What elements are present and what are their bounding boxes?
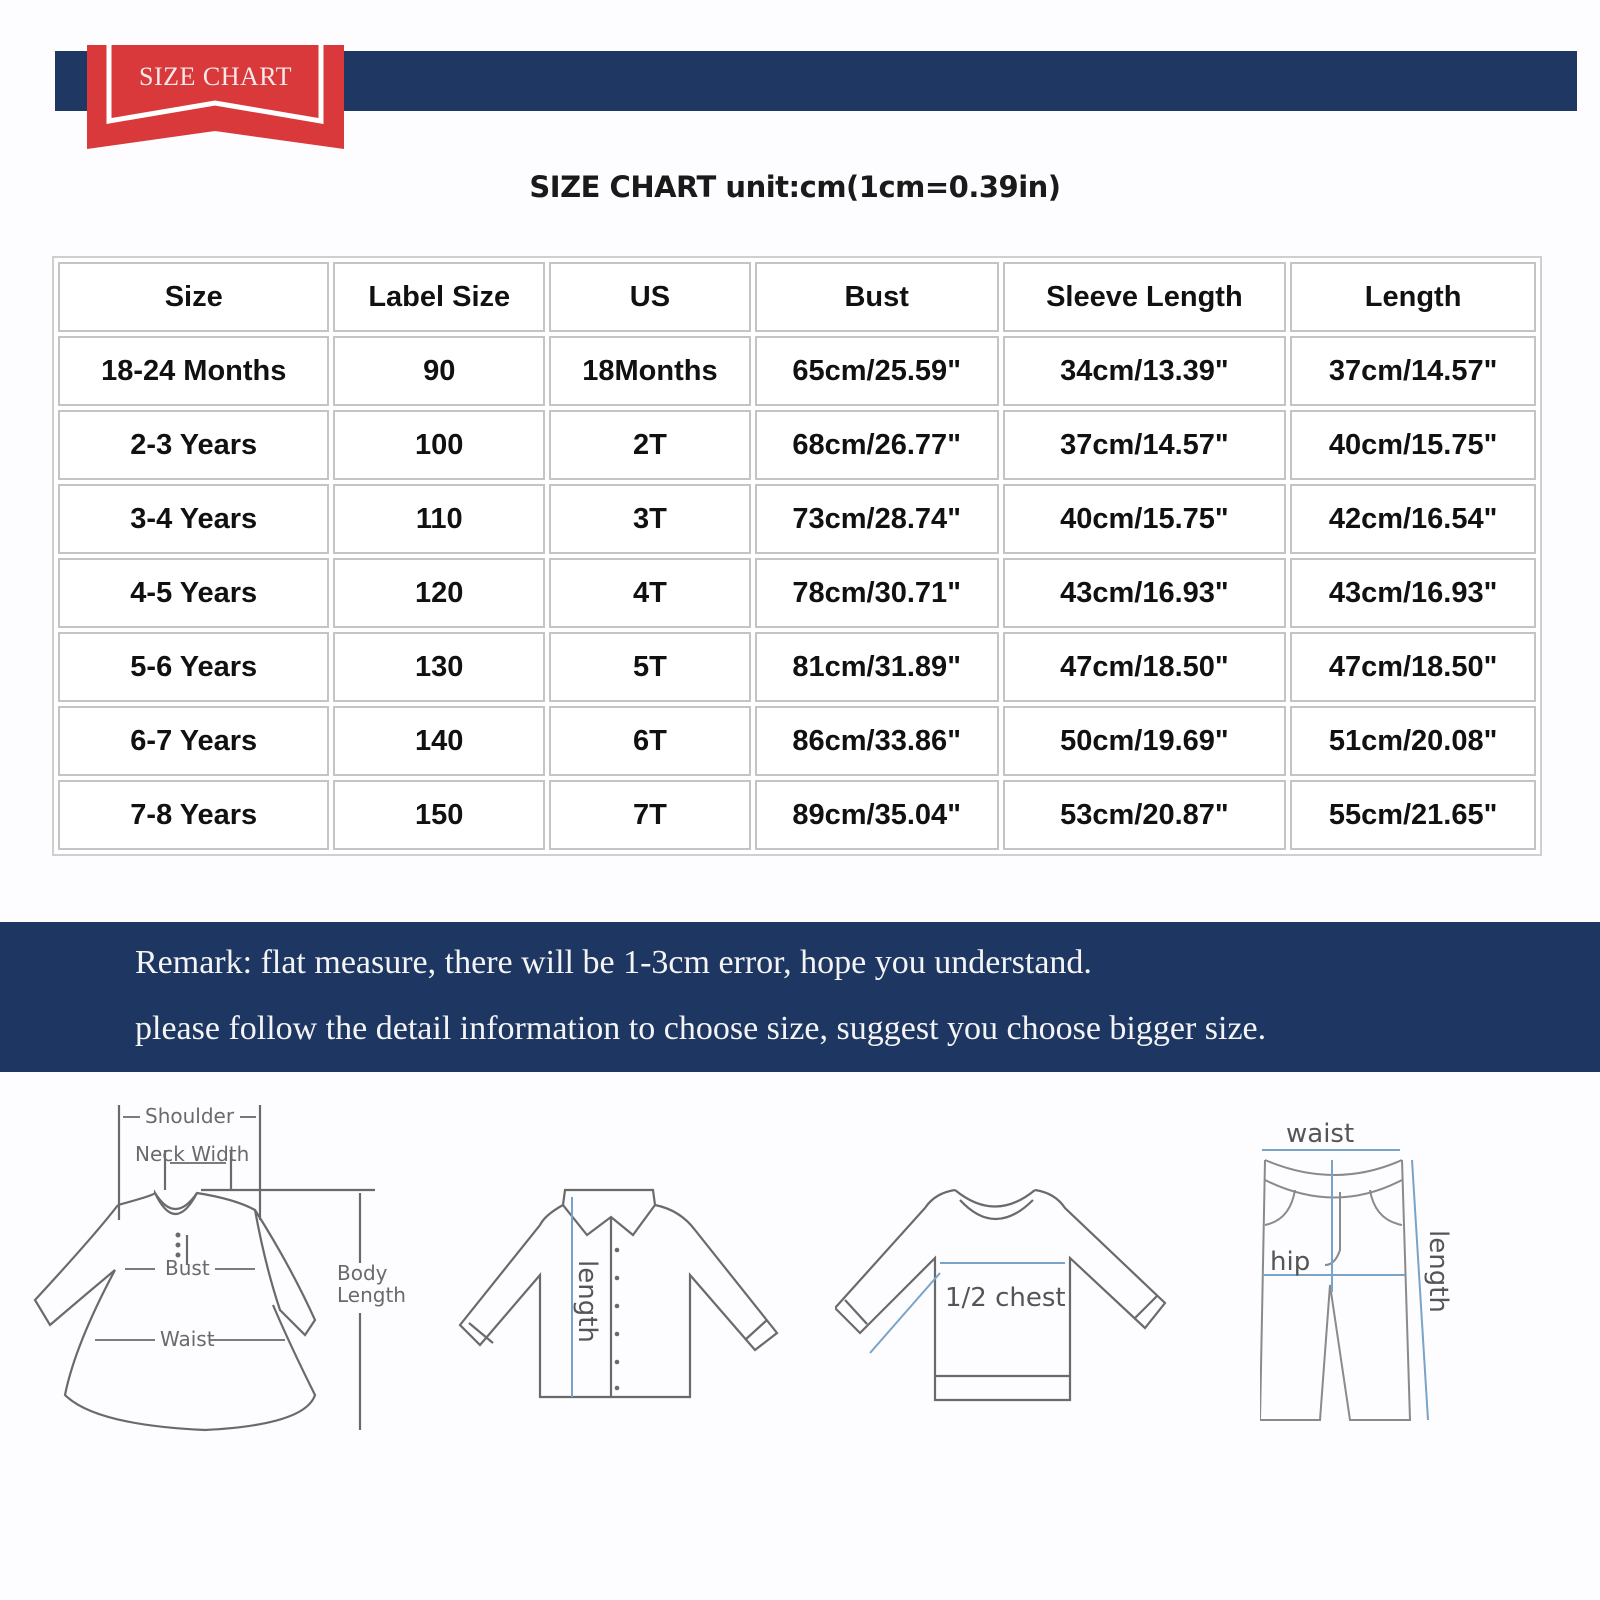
sweater-measurement-diagram xyxy=(835,1178,1185,1408)
cell-size: 2-3 Years xyxy=(58,410,329,480)
cell-label-size: 110 xyxy=(333,484,545,554)
cell-bust: 68cm/26.77" xyxy=(755,410,999,480)
cell-sleeve-length: 50cm/19.69" xyxy=(1003,706,1287,776)
cell-us: 4T xyxy=(549,558,751,628)
cell-sleeve-length: 53cm/20.87" xyxy=(1003,780,1287,850)
shoulder-label: Shoulder xyxy=(145,1104,235,1128)
table-row xyxy=(58,780,1536,850)
cell-sleeve-length: 47cm/18.50" xyxy=(1003,632,1287,702)
table-row xyxy=(58,410,1536,480)
cell-sleeve-length: 37cm/14.57" xyxy=(1003,410,1287,480)
table-row xyxy=(58,632,1536,702)
cell-size: 3-4 Years xyxy=(58,484,329,554)
cell-length: 43cm/16.93" xyxy=(1290,558,1536,628)
cell-size: 5-6 Years xyxy=(58,632,329,702)
cell-sleeve-length: 34cm/13.39" xyxy=(1003,336,1287,406)
table-row xyxy=(58,336,1536,406)
remark-line-2: please follow the detail information to choose size, suggest you choose bigger size. xyxy=(135,1010,1267,1047)
cell-us: 7T xyxy=(549,780,751,850)
cell-length: 42cm/16.54" xyxy=(1290,484,1536,554)
body-label: Body xyxy=(337,1261,388,1285)
half-chest-label: 1/2 chest xyxy=(945,1283,1066,1313)
shirt-measurement-diagram xyxy=(455,1175,805,1405)
cell-us: 2T xyxy=(549,410,751,480)
column-header-us: US xyxy=(549,262,751,332)
cell-size: 18-24 Months xyxy=(58,336,329,406)
column-header-bust: Bust xyxy=(755,262,999,332)
cell-length: 37cm/14.57" xyxy=(1290,336,1536,406)
cell-label-size: 140 xyxy=(333,706,545,776)
table-header-row xyxy=(58,262,1536,332)
pants-measurement-diagram xyxy=(1260,1120,1490,1430)
cell-bust: 78cm/30.71" xyxy=(755,558,999,628)
cell-bust: 73cm/28.74" xyxy=(755,484,999,554)
table-row xyxy=(58,558,1536,628)
column-header-size: Size xyxy=(58,262,329,332)
cell-label-size: 120 xyxy=(333,558,545,628)
cell-us: 6T xyxy=(549,706,751,776)
chart-subtitle: SIZE CHART unit:cm(1cm=0.39in) xyxy=(529,170,1061,204)
neck-width-label: Neck Width xyxy=(135,1142,250,1166)
cell-bust: 65cm/25.59" xyxy=(755,336,999,406)
remark-line-1: Remark: flat measure, there will be 1-3cm error, hope you understand. xyxy=(135,944,1092,981)
cell-us: 18Months xyxy=(549,336,751,406)
cell-length: 47cm/18.50" xyxy=(1290,632,1536,702)
cell-us: 5T xyxy=(549,632,751,702)
table-row xyxy=(58,484,1536,554)
table-row xyxy=(58,706,1536,776)
cell-length: 40cm/15.75" xyxy=(1290,410,1536,480)
cell-size: 6-7 Years xyxy=(58,706,329,776)
cell-size: 4-5 Years xyxy=(58,558,329,628)
pants-waist-label: waist xyxy=(1286,1120,1355,1149)
remark-banner xyxy=(0,922,1600,1072)
bust-label: Bust xyxy=(165,1256,210,1280)
cell-label-size: 100 xyxy=(333,410,545,480)
cell-bust: 89cm/35.04" xyxy=(755,780,999,850)
shirt-length-label: length xyxy=(572,1260,602,1343)
column-header-label-size: Label Size xyxy=(333,262,545,332)
length-label: Length xyxy=(337,1283,406,1307)
cell-size: 7-8 Years xyxy=(58,780,329,850)
cell-sleeve-length: 40cm/15.75" xyxy=(1003,484,1287,554)
pants-length-label: length xyxy=(1423,1230,1453,1313)
waist-label: Waist xyxy=(160,1327,215,1351)
cell-bust: 81cm/31.89" xyxy=(755,632,999,702)
cell-us: 3T xyxy=(549,484,751,554)
cell-length: 55cm/21.65" xyxy=(1290,780,1536,850)
cell-label-size: 130 xyxy=(333,632,545,702)
cell-sleeve-length: 43cm/16.93" xyxy=(1003,558,1287,628)
cell-label-size: 90 xyxy=(333,336,545,406)
dress-measurement-diagram xyxy=(15,1095,415,1445)
column-header-length: Length xyxy=(1290,262,1536,332)
column-header-sleeve-length: Sleeve Length xyxy=(1003,262,1287,332)
size-chart-badge: SIZE CHART xyxy=(139,62,292,91)
hip-label: hip xyxy=(1270,1247,1311,1277)
cell-length: 51cm/20.08" xyxy=(1290,706,1536,776)
size-table xyxy=(52,256,1542,856)
size-chart-ribbon-icon xyxy=(87,45,344,151)
cell-bust: 86cm/33.86" xyxy=(755,706,999,776)
cell-label-size: 150 xyxy=(333,780,545,850)
